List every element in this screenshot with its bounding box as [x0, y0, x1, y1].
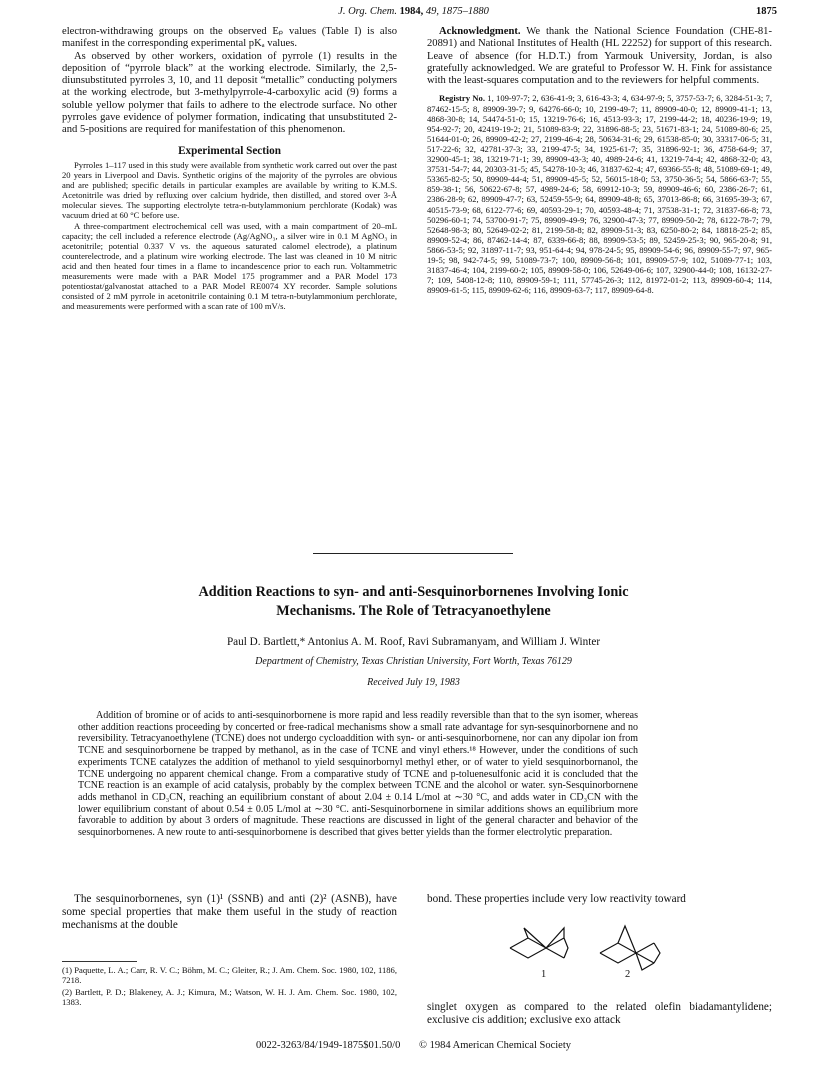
experimental-paragraph-1: Pyrroles 1–117 used in this study were available from synthetic work carred out over the past 20 years in Liverpool and Davis. Synthetic origins of the majority of the pyrroles are obvious and are published; specific details in particular examples are available by writing to K.M.S. Acetonitrile was dried by refluxing over calcium hydride, then distilled, and stored over 3-Å molecular sieves. The supporting electrolyte tetra-n-butylammonium perchlorate (Kodak) was vacuum dried at 60 °C before use. — [62, 159, 397, 221]
structure-label-1: 1 — [541, 969, 547, 980]
article-title-line-1: Addition Reactions to syn- and anti-Sesquinorbornenes Involving Ionic — [198, 584, 629, 600]
left-paragraph-2: As observed by other workers, oxidation of pyrrole (1) results in the deposition of “pyrrole black” at the working electrode. Similarly, the 2,5-diunsubstituted pyrroles 3, 10, and 11 deposit “metallic” conducting polymers at the working electrode, but 3-methylpyrrole-4-carboxylic acid (9) forms a soluble yellow polymer that fails to adhere to the electrode surface. No other pyrroles gave evidence of polymer formation, indicating that unsubstituted 2- and 5-positions are required for manifestation of this phenomenon. — [62, 50, 397, 136]
journal-volume: 49, — [425, 6, 439, 17]
abstract: Addition of bromine or of acids to anti-sesquinorbornene is more rapid and less readily reversible than that to the syn isomer, whereas other addition reactions proceeding by concerted or free-radical mechanisms show a small rate advantage for syn-sesquinorbornene and no reversibility. Tetracyanoethylene (TCNE) does not undergo cycloaddition with syn- or anti-sesquinorbornene, nor can any dipolar ion from TCNE and sesquinorbornene be trapped by methanol, as in the case of TCNE and vinyl ethers.¹⁸ However, under the conditions of such experiments TCNE catalyzes the addition of methanol to yield sesquinorbornyl methyl ether, or of water to yield sesquinorbornanol, the TCNE undergoing no apparent chemical change. From a comparative study of TCNE and p-toluenesulfonic acid it is concluded that the TCNE reaction is an example of acid catalysis, probably by the complex between TCNE and the alcohol or water. syn-Sesquinorbornene adds methanol in CD₃CN, reaching an equilibrium constant of about 2.04 ± 0.14 L/mol at ∼30 °C, and adds water in CD₃CN with the lower equilibrium constant of about 0.54 ± 0.05 L/mol at ∼30 °C. anti-Sesquinorbornene in similar additions shows an equilibrium more favorable to addition by about 3 orders of magnitude. These reactions are discussed in light of the general character and behavior of the sesquinorbornenes. A new route to anti-sesquinorbornene is described that gives better yields than the former electrolytic preparation. — [78, 710, 638, 839]
page-number: 1875 — [756, 6, 777, 17]
registry-text: 1, 109-97-7; 2, 636-41-9; 3, 616-43-3; 4, 634-97-9; 5, 3757-53-7; 6, 3284-51-3; 7, 87462-15-5; 8, 89909-39-7; 9, 64276-66-0; 10, 2199-49-7; 11, 89909-40-0; 12, 89909-41-1; 13, 4868-30-8; 14, 54474-51-0; 15, 13219-76-6; 16, 4513-93-3; 17, 2199-44-2; 18, 40236-19-9; 19, 954-92-7; 20, 42419-19-2; 21, 51089-83-9; 22, 31896-88-5; 23, 51671-83-1; 24, 51089-80-6; 25, 51644-01-0; 26, 89909-42-2; 27, 2199-46-4; 28, 50634-31-6; 29, 61538-85-0; 30, 33317-06-5; 31, 517-22-6; 32, 42781-37-3; 33, 2199-47-5; 34, 1925-61-7; 35, 31896-92-1; 36, 4758-64-9; 37, 32900-45-1; 38, 13219-71-1; 39, 89909-43-3; 40, 4989-24-6; 41, 13219-74-4; 42, 4868-32-0; 43, 37531-54-7; 44, 20303-31-5; 45, 54278-10-3; 46, 31837-62-4; 47, 69366-55-8; 48, 51089-69-1; 49, 53365-82-5; 50, 89909-44-4; 51, 89909-45-5; 52, 56015-18-0; 53, 3750-36-5; 54, 5866-63-7; 55, 859-38-1; 56, 50622-67-8; 57, 4989-24-6; 58, 69912-10-3; 59, 89909-46-6; 60, 2386-26-7; 61, 2386-28-9; 62, 89909-47-7; 63, 52459-55-9; 64, 89909-48-8; 65, 37013-86-8; 66, 31695-39-3; 67, 40515-73-9; 68, 6122-77-6; 69, 40593-29-1; 70, 40593-48-4; 71, 37538-31-1; 72, 31837-66-8; 73, 50296-60-1; 74, 53700-91-7; 75, 89909-49-9; 76, 32900-47-3; 77, 89909-50-2; 78, 6122-78-7; 79, 52648-98-3; 80, 52649-02-2; 81, 2199-58-8; 82, 89909-51-3; 83, 6250-80-2; 84, 18818-25-2; 85, 89909-52-4; 86, 87462-14-4; 87, 6339-66-8; 88, 89909-53-5; 89, 52459-25-3; 90, 965-20-8; 91, 5866-53-5; 92, 31897-11-7; 93, 951-64-4; 94, 978-24-5; 95, 89909-54-6; 96, 89909-55-7; 97, 965-19-5; 98, 942-74-5; 99, 51089-73-7; 100, 89909-56-8; 101, 89909-57-9; 102, 51089-77-1; 103, 31837-46-4; 104, 2199-60-2; 105, 89909-58-0; 106, 52649-06-6; 107, 32900-44-0; 108, 16132-27-7; 109, 5408-12-8; 110, 89909-59-1; 111, 57745-26-3; 112, 81972-01-2; 113, 89909-60-4; 114, 89909-61-5; 115, 89909-62-6; 116, 89909-63-7; 117, 89909-64-8. — [427, 93, 772, 296]
acknowledgment-text: We thank the National Science Foundation (CHE-81-20891) and National Institutes of Health (HL 22252) for support of this research. Leave of absence (for H.D.T.) from Yarmouk University, Jordan, is also gratefully acknowledged. We are grateful to Professor W. H. Fink for assistance with the least-squares computation and to the reviewers for helpful comments. — [427, 26, 772, 87]
affiliation: Department of Chemistry, Texas Christian University, Fort Worth, Texas 76129 — [255, 656, 572, 667]
acknowledgment-heading: Acknowledgment. — [439, 26, 521, 37]
registry-heading: Registry No. — [439, 93, 485, 104]
left-paragraph-1: electron-withdrawing groups on the observed Eₚ values (Table I) is also manifest in the corresponding experimental pKₐ values. — [62, 26, 397, 50]
structure-2-drawing — [600, 926, 660, 970]
footnote-2: (2) Bartlett, P. D.; Blakeney, A. J.; Kimura, M.; Watson, W. H. J. Am. Chem. Soc. 1980, 102, 1383. — [62, 987, 397, 1007]
article-title — [100, 583, 727, 621]
sesquinorbornene-structures — [500, 918, 680, 978]
experimental-paragraph-2: A three-compartment electrochemical cell was used, with a main compartment of 20–mL capacity; the cell included a reference electrode (Ag/AgNO₃, a silver wire in 0.1 M AgNO₃ in acetonitrile; potential 0.337 V vs. the aqueous saturated calomel electrode), a platinum counterelectrode, and a platinum wire working electrode. The last was cleaned in 10 M nitric acid and then heated four times in a flame to incandescence prior to each run. Voltammetric measurements were made with a PAR Model 175 programmer and a PAR Model 173 potentiostat/galvanostat attached to a PAR Model RE0074 XY recorder. Sample solutions consisted of 2 mM pyrrole in acetonitrile containing 0.1 M tetra-n-butylammonium perchlorate, and measurements were performed with a scan rate of 100 mV/s. — [62, 220, 397, 312]
footnote-rule — [62, 961, 137, 962]
received-date: Received July 19, 1983 — [367, 677, 460, 688]
page-footer — [0, 1040, 827, 1051]
right-intro-text: bond. These properties include very low reactivity toward — [427, 893, 686, 905]
journal-year: 1984, — [399, 6, 424, 17]
left-column — [62, 26, 397, 311]
running-header — [0, 6, 827, 17]
right-continued-text: singlet oxygen as compared to the related olefin biadamantylidene; exclusive cis addition; exclusive exo attack — [427, 1001, 772, 1026]
intro-paragraph: The sesquinorbornenes, syn (1)¹ (SSNB) and anti (2)² (ASNB), have some special properties that make them useful in the study of reaction mechanisms at the double — [62, 893, 397, 931]
footer-code: 0022-3263/84/1949-1875$01.50/0 — [255, 1040, 401, 1051]
structure-1-drawing — [510, 928, 568, 958]
structure-label-2: 2 — [625, 969, 631, 980]
right-column — [427, 26, 772, 295]
footer-copyright: © 1984 American Chemical Society — [418, 1040, 572, 1051]
article-title-line-2: Mechanisms. The Role of Tetracyanoethylene — [276, 603, 551, 619]
authors: Paul D. Bartlett,* Antonius A. M. Roof, Ravi Subramanyam, and William J. Winter — [226, 636, 601, 648]
journal-pages: 1875–1880 — [441, 6, 489, 17]
footnote-1: (1) Paquette, L. A.; Carr, R. V. C.; Böhm, M. C.; Gleiter, R.; J. Am. Chem. Soc. 1980, 102, 1186, 7218. — [62, 965, 397, 985]
section-divider — [313, 553, 513, 554]
experimental-heading: Experimental Section — [178, 144, 281, 157]
journal-name: J. Org. Chem. — [338, 6, 397, 17]
